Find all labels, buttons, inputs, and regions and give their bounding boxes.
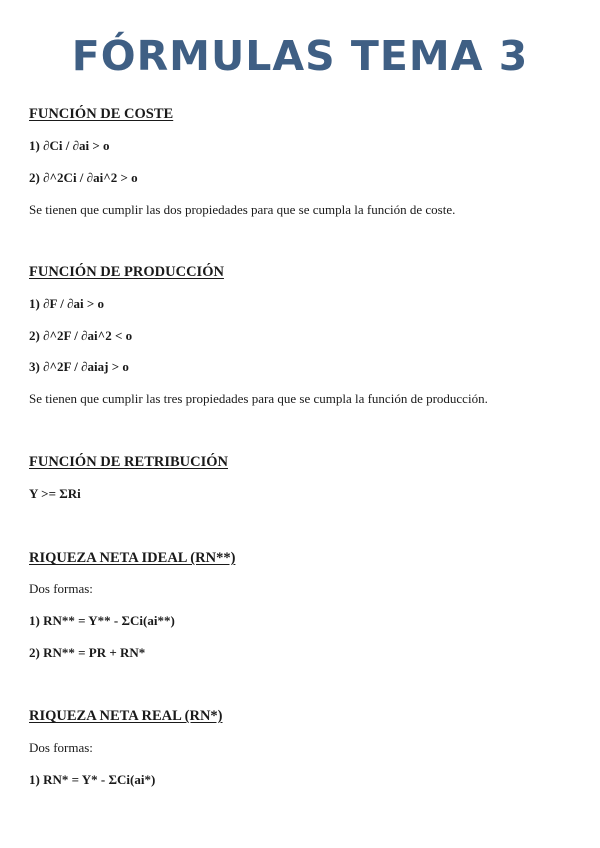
section-heading: FUNCIÓN DE RETRIBUCIÓN — [29, 454, 228, 470]
formula-line: 2) ∂^2F / ∂ai^2 < o — [29, 328, 133, 343]
text-line: Se tienen que cumplir las dos propiedades para que se cumpla la función de coste. — [29, 202, 456, 217]
section-funcion-produccion — [29, 263, 574, 406]
formula-line: 2) RN** = PR + RN* — [29, 645, 146, 660]
formula-line: 2) ∂^2Ci / ∂ai^2 > o — [29, 170, 138, 185]
formula-line: 3) ∂^2F / ∂aiaj > o — [29, 359, 129, 374]
section-heading: FUNCIÓN DE PRODUCCIÓN — [29, 264, 224, 280]
text-line: Dos formas: — [29, 740, 93, 755]
formula-line: Y >= ΣRi — [29, 486, 81, 501]
section-riqueza-neta-real — [29, 707, 574, 787]
section-heading: FUNCIÓN DE COSTE — [29, 106, 174, 122]
formula-line: 1) ∂F / ∂ai > o — [29, 296, 105, 311]
section-funcion-retribucion — [29, 453, 574, 501]
page-title: FÓRMULAS TEMA 3 — [71, 32, 529, 80]
text-line: Dos formas: — [29, 581, 93, 596]
formula-line: 1) ∂Ci / ∂ai > o — [29, 138, 110, 153]
formula-line: 1) RN** = Y** - ΣCi(ai**) — [29, 613, 175, 628]
section-heading: RIQUEZA NETA REAL (RN*) — [29, 708, 223, 724]
section-funcion-coste — [29, 105, 574, 217]
section-heading: RIQUEZA NETA IDEAL (RN**) — [29, 550, 236, 566]
section-riqueza-neta-ideal — [29, 549, 574, 660]
text-line: Se tienen que cumplir las tres propiedades para que se cumpla la función de producción. — [29, 391, 488, 406]
formula-line: 1) RN* = Y* - ΣCi(ai*) — [29, 772, 156, 787]
